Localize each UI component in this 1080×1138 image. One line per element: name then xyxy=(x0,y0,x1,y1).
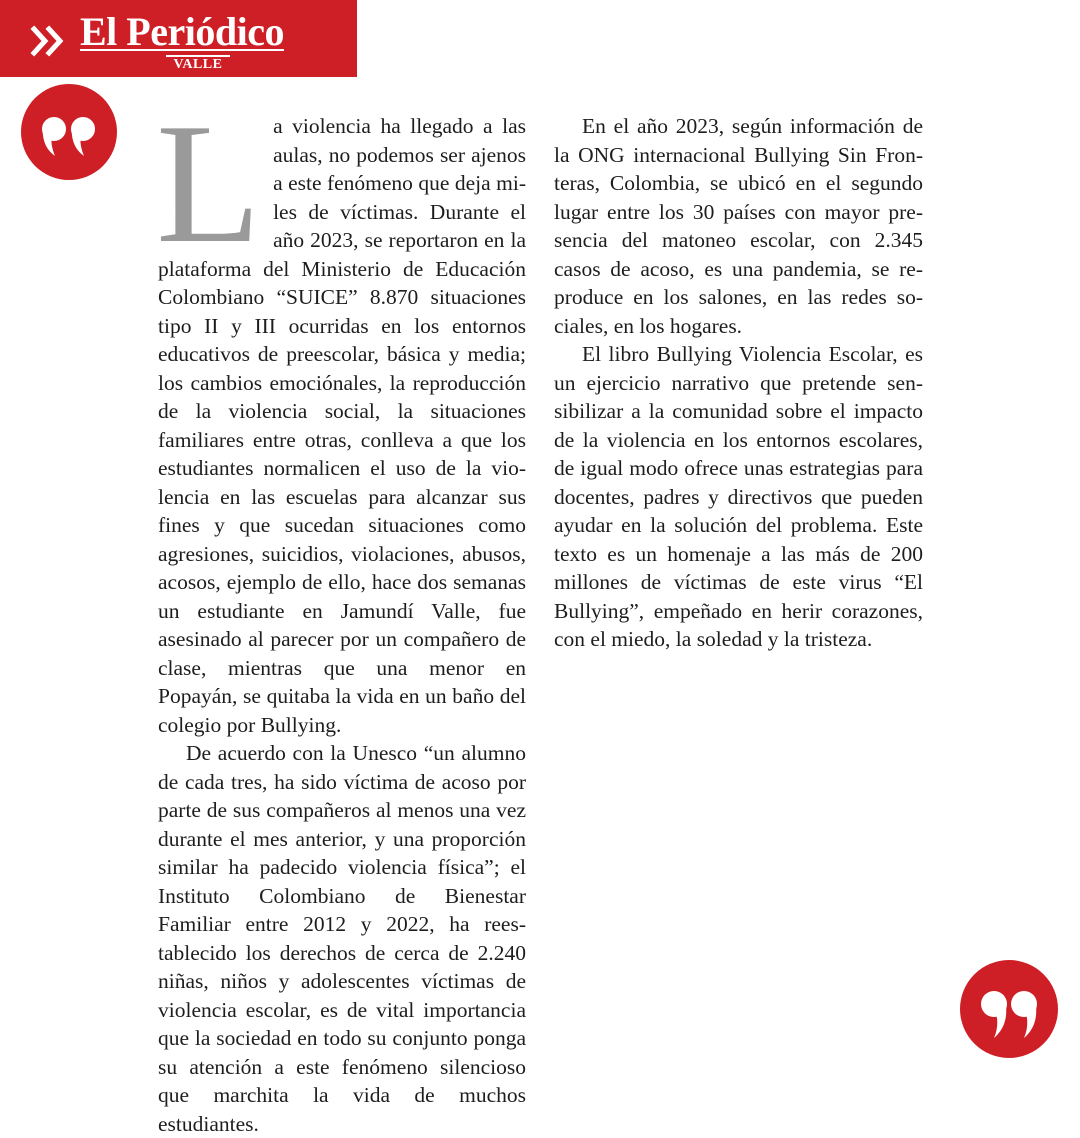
edition-label: VALLE xyxy=(166,55,230,73)
article-paragraph-2: De acuerdo con la Unesco “un alumno de cada tres, ha sido víctima de acoso por parte de sus compañeros al menos una vez durante el mes anterior, y una proporción similar ha padecido violencia física”; el Instituto Colombiano de Bienestar Familiar entre 2012 y 2022, ha reestablecido los derechos de cerca de 2.240 niñas, niños y adolescentes víctimas de violencia escolar, es de vital importancia que la sociedad en todo su conjunto ponga su atención a este fenómeno silencioso que marchita la vida de muchos estudiantes. xyxy=(158,741,526,1136)
article-column-right xyxy=(554,112,923,654)
article-paragraph-1 xyxy=(156,89,526,739)
drop-cap: L xyxy=(156,89,262,279)
brand-title[interactable]: El Periódico xyxy=(80,9,284,54)
open-quote-icon xyxy=(21,84,117,180)
close-quote-icon xyxy=(960,960,1058,1058)
article-paragraph-4: El libro Bullying Violencia Escolar, es un ejercicio narrativo que pretende sensibilizar a la comunidad sobre el impacto de la violencia en los entornos escolares, de igual modo ofrece unas estrategias para docentes, padres y directivos que pueden ayudar en la solución del problema. Este texto es un homenaje a las más de 200 millones de víctimas de este virus “El Bullying”, empeñado en herir corazones, con el miedo, la soledad y la tristeza. xyxy=(554,342,923,651)
double-chevron-right-icon xyxy=(30,24,70,58)
article-column-left xyxy=(156,89,526,1138)
masthead xyxy=(0,0,357,77)
paragraph-1-text: a violencia ha llegado a las aulas, no podemos ser ajenos a este fenómeno que deja miles de víctimas. Durante el año 2023, se reportaron en la plataforma del Ministerio de Educación Colombiano “SUICE” 8.870 situaciones tipo II y III ocurridas en los entornos educativos de preescolar, básica y media; los cambios emociónales, la reproducción de la violencia social, la situaciones familiares entre otras, conlleva a que los estudiantes normalicen el uso de la violencia en las escuelas para alcanzar sus fines y que sucedan situaciones como agresiones, suicidios, violaciones, abusos, acosos, ejemplo de ello, hace dos semanas un estudiante en Jamundí Valle, fue asesinado al parecer por un compañero de clase, mientras que una menor en Popayán, se quitaba la vida en un baño del colegio por Bullying. xyxy=(158,114,526,737)
article-paragraph-3: En el año 2023, según información de la ONG internacional Bullying Sin Fronteras, Colombia, se ubicó en el segundo lugar entre los 30 países con mayor presencia del matoneo escolar, con 2.345 casos de acoso, es una pandemia, se reproduce en los salones, en las redes sociales, en los hogares. xyxy=(554,114,923,338)
